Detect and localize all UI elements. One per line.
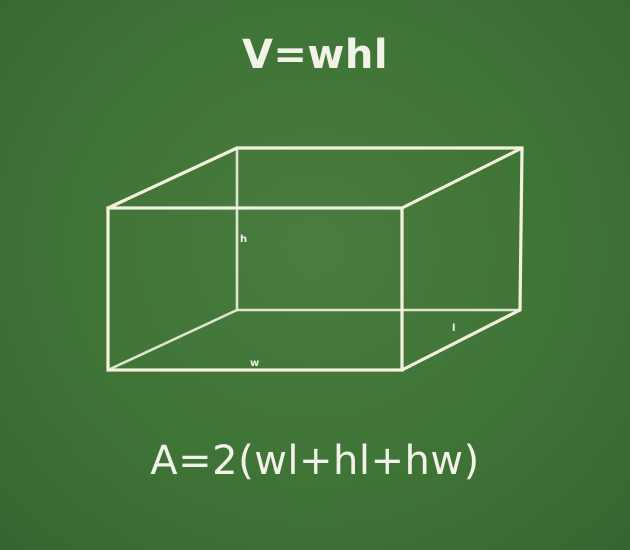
volume-formula: V=whl — [241, 32, 389, 78]
top-right-depth-edge — [402, 148, 522, 208]
bottom-left-depth-edge — [108, 310, 237, 370]
front-face — [108, 208, 402, 370]
surface-area-formula: A=2(wl+hl+hw) — [150, 438, 480, 484]
bottom-right-depth-edge — [402, 310, 520, 370]
top-left-depth-edge — [108, 148, 237, 208]
height-label: h — [240, 234, 248, 245]
length-label: l — [452, 323, 456, 334]
width-label: w — [250, 358, 260, 369]
right-back-vertical-edge — [520, 148, 522, 310]
